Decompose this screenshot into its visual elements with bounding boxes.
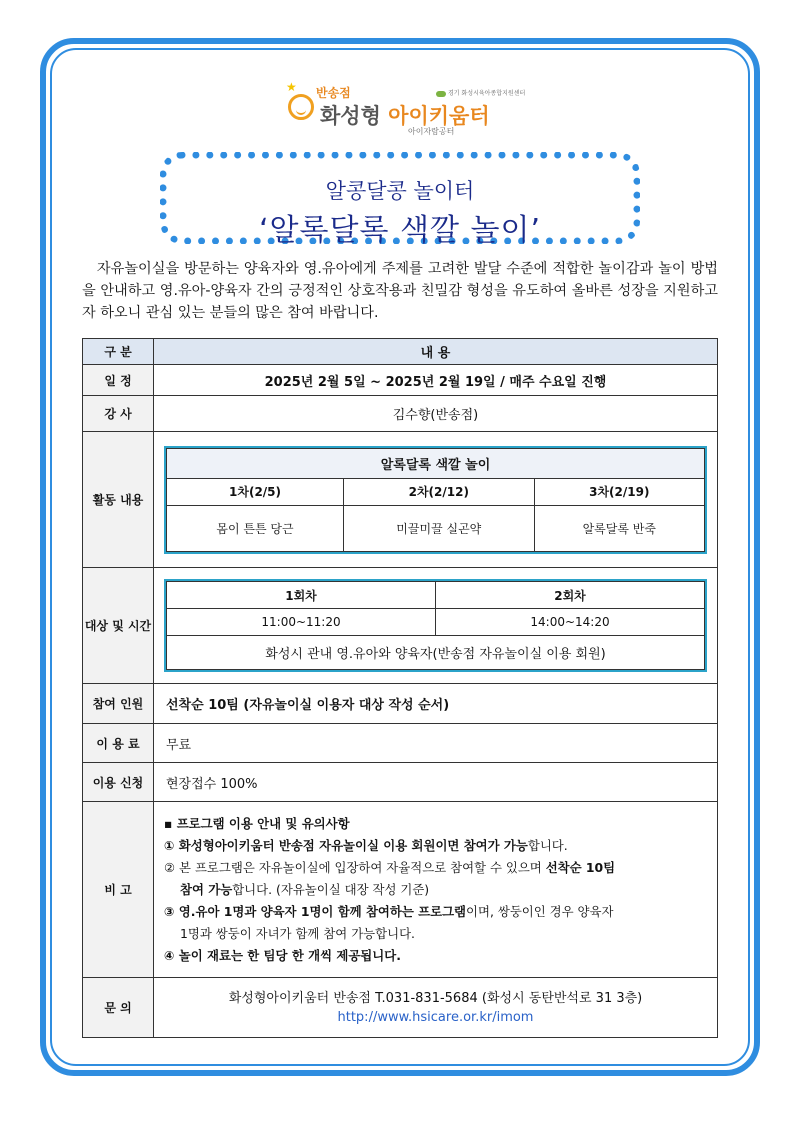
logo-center-name: 경기 화성시육아종합지원센터 bbox=[436, 88, 525, 97]
fee-key: 이 용 료 bbox=[83, 724, 154, 763]
star-icon: ★ bbox=[286, 80, 297, 94]
header-value: 내 용 bbox=[154, 339, 718, 365]
title-main: ‘알록달록 색깔 놀이’ bbox=[259, 213, 541, 248]
target-cell bbox=[154, 568, 718, 684]
table-row bbox=[83, 568, 718, 684]
remark-2-cont: 참여 가능합니다. (자유놀이실 대장 작성 기준) bbox=[180, 881, 430, 897]
session-label: 1차(2/5) bbox=[167, 478, 344, 505]
round-time: 14:00~14:20 bbox=[436, 609, 705, 636]
session-content: 몸이 튼튼 당근 bbox=[167, 505, 344, 551]
header-key: 구 분 bbox=[83, 339, 154, 365]
center-leaf-icon bbox=[436, 91, 446, 97]
info-table bbox=[82, 338, 718, 1038]
table-row bbox=[83, 396, 718, 432]
round-label: 2회차 bbox=[436, 582, 705, 609]
remarks-key: 비 고 bbox=[83, 802, 154, 978]
activity-subtable bbox=[164, 446, 707, 554]
contact-url-link[interactable]: http://www.hsicare.or.kr/imom bbox=[337, 1009, 534, 1025]
table-row bbox=[83, 978, 718, 1038]
smile-face-icon bbox=[288, 94, 314, 120]
table-row bbox=[83, 365, 718, 396]
table-row bbox=[83, 432, 718, 568]
activity-cell bbox=[154, 432, 718, 568]
intro-paragraph: 자유놀이실을 방문하는 양육자와 영.유아에게 주제를 고려한 발달 수준에 적합한 놀이감과 놀이 방법을 안내하고 영.유아-양육자 간의 긍정적인 상호작용과 친밀감 형성을 유도하여 올바른 성장을 지원하고자 하오니 관심 있는 분들의 많은 참여 바랍니다. bbox=[82, 261, 719, 321]
title-box bbox=[160, 152, 640, 248]
table-row bbox=[83, 339, 718, 365]
apply-key: 이용 신청 bbox=[83, 763, 154, 802]
target-key: 대상 및 시간 bbox=[83, 568, 154, 684]
table-row bbox=[83, 724, 718, 763]
contact-line: 화성형아이키움터 반송점 T.031-831-5684 (화성시 동탄반석로 31 3층) bbox=[228, 990, 643, 1006]
round-time: 11:00~11:20 bbox=[167, 609, 436, 636]
table-row bbox=[83, 684, 718, 724]
logo-sub: 아이자람공터 bbox=[408, 127, 455, 136]
round-label: 1회차 bbox=[167, 582, 436, 609]
schedule-value: 2025년 2월 5일 ~ 2025년 2월 19일 / 매주 수요일 진행 bbox=[154, 365, 718, 396]
contact-key: 문 의 bbox=[83, 978, 154, 1038]
contact-cell bbox=[154, 978, 718, 1038]
logo bbox=[288, 80, 528, 140]
remark-1: ① 화성형아이키움터 반송점 자유놀이실 이용 회원이면 참여가 가능합니다. bbox=[164, 837, 568, 853]
table-row bbox=[83, 802, 718, 978]
schedule-key: 일 정 bbox=[83, 365, 154, 396]
instructor-value: 김수향(반송점) bbox=[154, 396, 718, 432]
remark-3: ③ 영.유아 1명과 양육자 1명이 함께 참여하는 프로그램이며, 쌍둥이인 경우 양육자 bbox=[164, 903, 614, 919]
session-label: 3차(2/19) bbox=[534, 478, 704, 505]
target-subtable bbox=[164, 579, 707, 672]
participants-value: 선착순 10팀 (자유놀이실 이용자 대상 작성 순서) bbox=[154, 684, 718, 724]
target-audience: 화성시 관내 영.유아와 양육자(반송점 자유놀이실 이용 회원) bbox=[167, 636, 705, 670]
instructor-key: 강 사 bbox=[83, 396, 154, 432]
table-row bbox=[83, 763, 718, 802]
logo-branch: 반송점 bbox=[316, 86, 351, 100]
activity-title: 알록달록 색깔 놀이 bbox=[167, 448, 705, 478]
session-content: 알록달록 반죽 bbox=[534, 505, 704, 551]
logo-name: 화성형 아이키움터 bbox=[320, 104, 490, 128]
activity-key: 활동 내용 bbox=[83, 432, 154, 568]
session-label: 2차(2/12) bbox=[344, 478, 535, 505]
remarks-heading: ▪ 프로그램 이용 안내 및 유의사항 bbox=[164, 815, 350, 831]
remarks-cell bbox=[154, 802, 718, 978]
apply-value: 현장접수 100% bbox=[154, 763, 718, 802]
participants-key: 참여 인원 bbox=[83, 684, 154, 724]
session-content: 미끌미끌 실곤약 bbox=[344, 505, 535, 551]
remark-2: ② 본 프로그램은 자유놀이실에 입장하여 자율적으로 참여할 수 있으며 선착순 10팀 bbox=[164, 859, 616, 875]
fee-value: 무료 bbox=[154, 724, 718, 763]
title-subtitle: 알콩달콩 놀이터 bbox=[325, 179, 475, 203]
remark-4: ④ 놀이 재료는 한 팀당 한 개씩 제공됩니다. bbox=[164, 947, 401, 963]
remark-3-cont: 1명과 쌍둥이 자녀가 함께 참여 가능합니다. bbox=[180, 925, 415, 941]
